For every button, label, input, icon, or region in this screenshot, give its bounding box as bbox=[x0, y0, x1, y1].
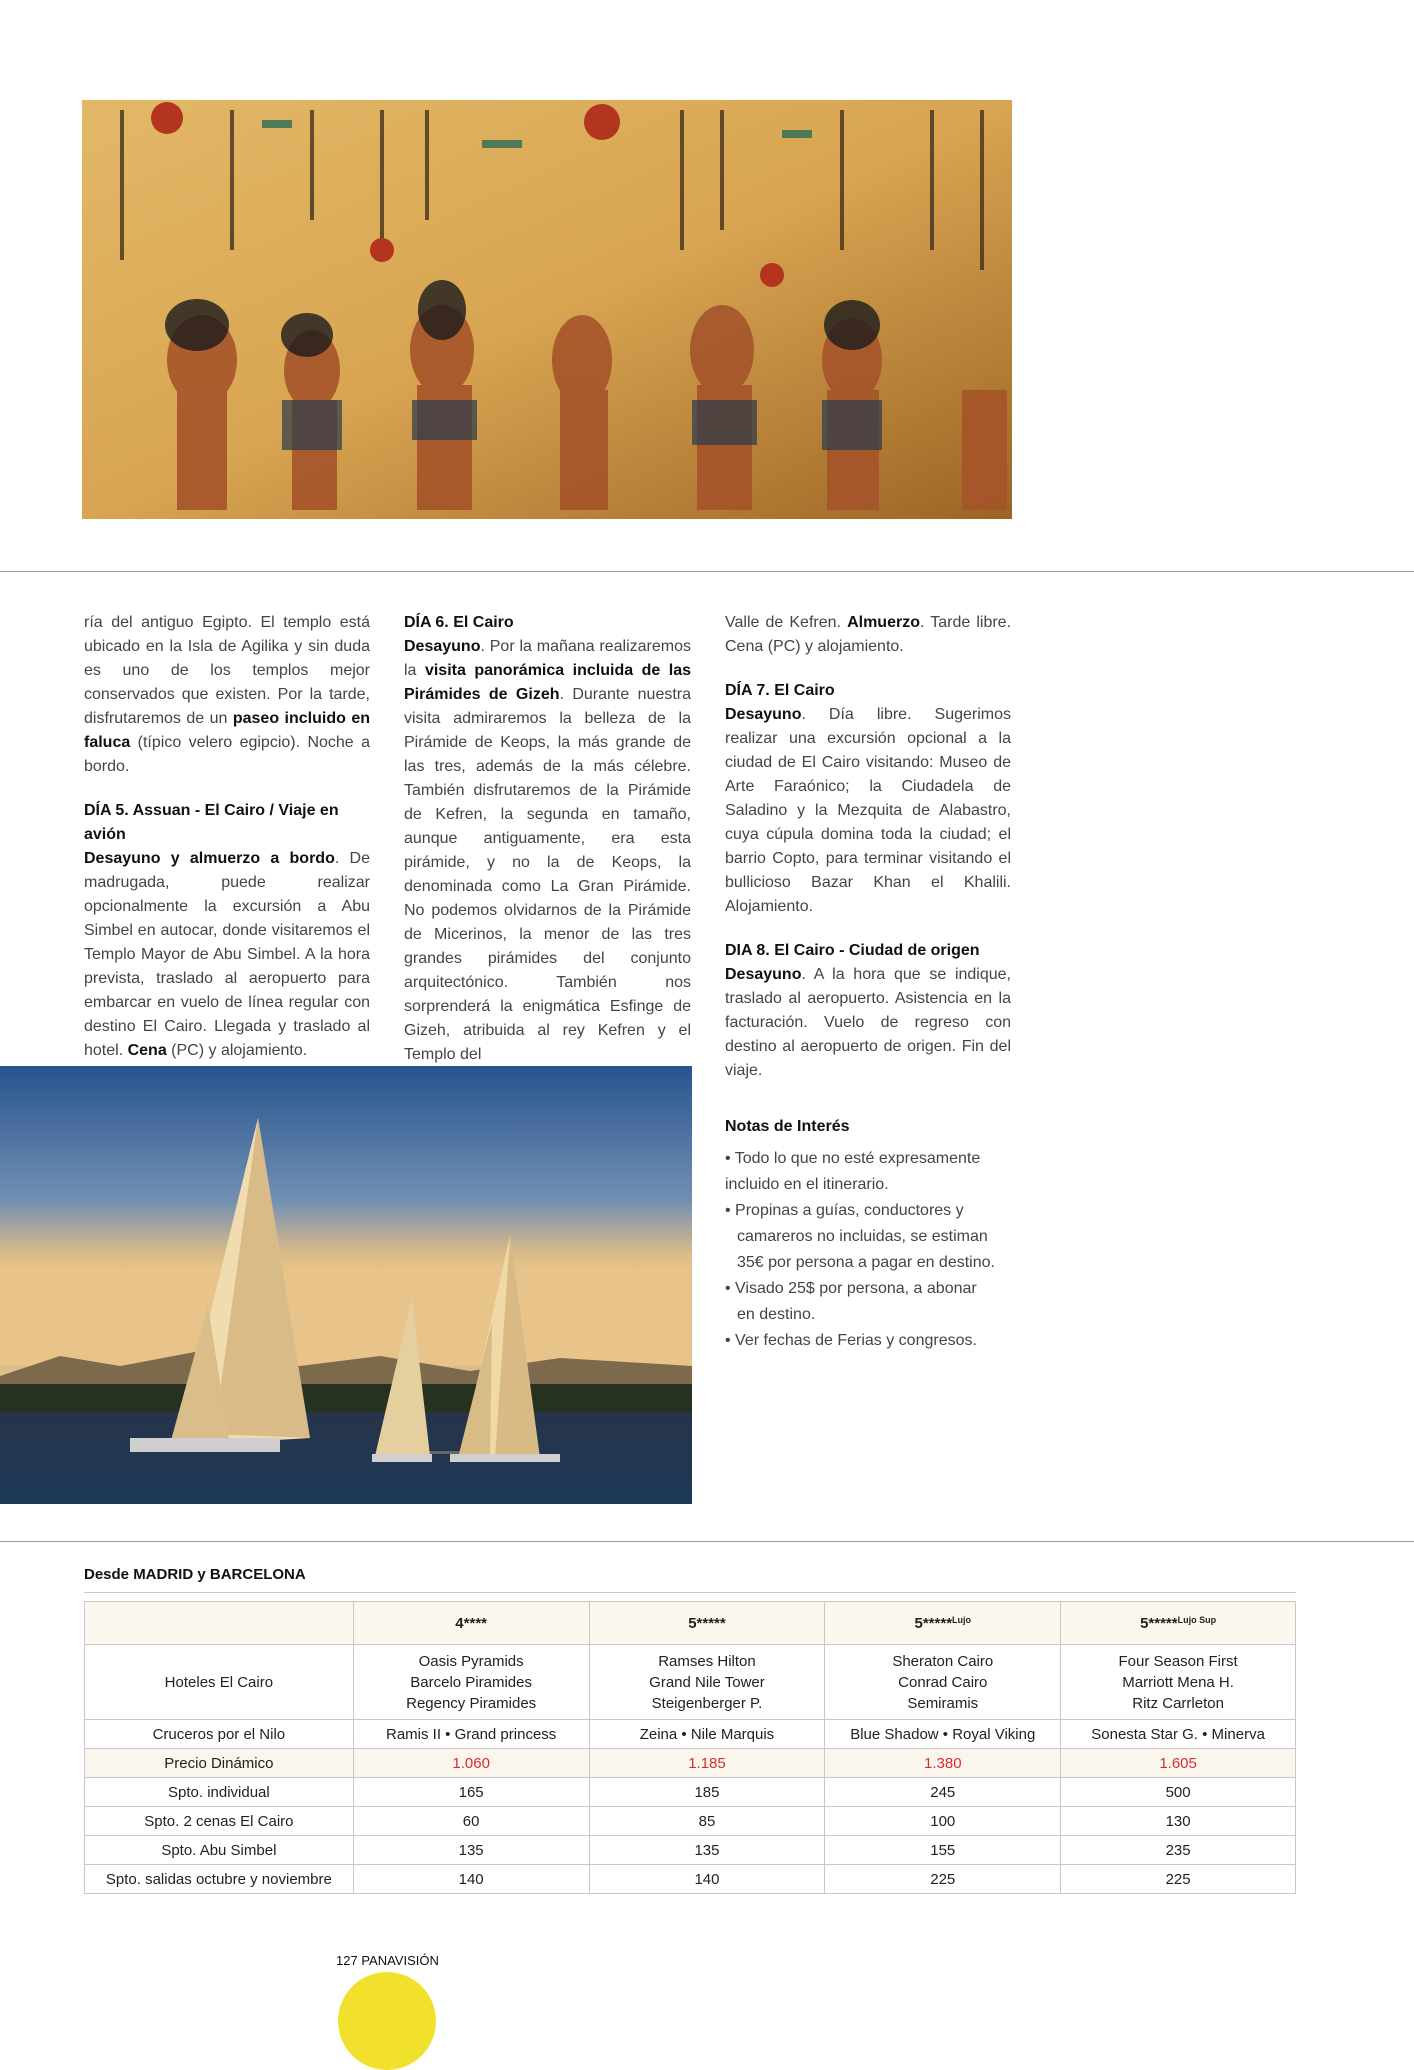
itinerary-column-1 bbox=[84, 611, 370, 1083]
table-row bbox=[85, 1778, 1296, 1807]
table-cell: Ramis II • Grand princess bbox=[353, 1720, 589, 1749]
row-label: Hoteles El Cairo bbox=[85, 1645, 354, 1720]
table-title: Desde MADRID y BARCELONA bbox=[84, 1566, 306, 1583]
table-cell: 245 bbox=[825, 1778, 1061, 1807]
table-cell: 225 bbox=[1061, 1865, 1296, 1894]
table-row bbox=[85, 1749, 1296, 1778]
day6-title: DÍA 6. El Cairo bbox=[404, 614, 514, 631]
brand-name: PANAVISIÓN bbox=[361, 1953, 439, 1968]
day8-text: Desayuno. A la hora que se indique, traslado al aeropuerto. Asistencia en la facturación. Vuelo de regreso con destino al aeropuerto de origen. Fin del viaje. bbox=[725, 966, 1011, 1079]
price-cell: 1.380 bbox=[825, 1749, 1061, 1778]
day5-title: DÍA 5. Assuan - El Cairo / Viaje en avión bbox=[84, 802, 339, 843]
table-cell: 500 bbox=[1061, 1778, 1296, 1807]
row-label: Spto. individual bbox=[85, 1778, 354, 1807]
table-cell: 235 bbox=[1061, 1836, 1296, 1865]
row-label: Spto. salidas octubre y noviembre bbox=[85, 1865, 354, 1894]
table-cell: 130 bbox=[1061, 1807, 1296, 1836]
hotel-cell: Four Season First Marriott Mena H. Ritz Carrleton bbox=[1061, 1645, 1296, 1720]
price-table bbox=[84, 1601, 1296, 1894]
notes-of-interest bbox=[725, 1118, 1025, 1354]
day5-text: Desayuno y almuerzo a bordo. De madrugada, puede realizar opcionalmente la excursión a Abu Simbel en autocar, donde visitaremos el Templo Mayor de Abu Simbel. A la hora prevista, traslado al aeropuerto para embarcar en vuelo de línea regular con destino El Cairo. Llegada y traslado al hotel. Cena (PC) y alojamiento. bbox=[84, 850, 371, 1059]
hotel-cell: Sheraton Cairo Conrad Cairo Semiramis bbox=[825, 1645, 1061, 1720]
price-cell: 1.185 bbox=[589, 1749, 825, 1778]
table-cell: 85 bbox=[589, 1807, 825, 1836]
itinerary-column-3 bbox=[725, 611, 1011, 1103]
notes-title: Notas de Interés bbox=[725, 1118, 850, 1135]
table-cell: 135 bbox=[589, 1836, 825, 1865]
table-row bbox=[85, 1720, 1296, 1749]
felucca-illustration bbox=[0, 1066, 692, 1504]
papyrus-illustration bbox=[82, 100, 1012, 519]
category-header: 5***** bbox=[589, 1602, 825, 1645]
itinerary-column-2 bbox=[404, 611, 691, 1087]
table-cell: 140 bbox=[353, 1865, 589, 1894]
table-row bbox=[85, 1865, 1296, 1894]
table-cell: 165 bbox=[353, 1778, 589, 1807]
table-cell: 100 bbox=[825, 1807, 1061, 1836]
price-cell: 1.605 bbox=[1061, 1749, 1296, 1778]
day4-continuation: ría del antiguo Egipto. El templo está ubicado en la Isla de Agilika y sin duda es uno de los templos mejor conservados que existen. Por la tarde, disfrutaremos de un paseo incluido en faluca (típico velero egipcio). Noche a bordo. bbox=[84, 614, 370, 775]
section-divider-bottom bbox=[0, 1541, 1414, 1542]
day6-text: Desayuno. Por la mañana realizaremos la visita panorámica incluida de las Pirámides de Gizeh. Durante nuestra visita admiraremos la belleza de la Pirámide de Keops, la más grande de las tres, además de la más célebre. También disfrutaremos de la Pirámide de Kefren, la segunda en tamaño, aunque antiguamente, era esta pirámide, y no la de Keops, la denominada como La Gran Pirámide. No podemos olvidarnos de la Pirámide de Micerinos, la menor de las tres grandes pirámides del conjunto arquitectónico. También nos sorprenderá la enigmática Esfinge de Gizeh, atribuida al rey Kefren y el Templo del bbox=[404, 638, 692, 1063]
table-cell: 225 bbox=[825, 1865, 1061, 1894]
table-cell: Sonesta Star G. • Minerva bbox=[1061, 1720, 1296, 1749]
note-item: • Todo lo que no esté expresamente incluido en el itinerario. bbox=[725, 1150, 981, 1193]
table-cell: 140 bbox=[589, 1865, 825, 1894]
section-divider-top bbox=[0, 571, 1414, 572]
notes-list bbox=[725, 1146, 1025, 1354]
hotel-cell: Ramses Hilton Grand Nile Tower Steigenberger P. bbox=[589, 1645, 825, 1720]
table-row bbox=[85, 1807, 1296, 1836]
page-number: 127 bbox=[336, 1953, 358, 1968]
day7-title: DÍA 7. El Cairo bbox=[725, 682, 835, 699]
yellow-circle-decoration bbox=[338, 1972, 436, 2070]
table-cell: 135 bbox=[353, 1836, 589, 1865]
table-row bbox=[85, 1836, 1296, 1865]
table-corner-cell bbox=[85, 1602, 354, 1645]
note-item: • Ver fechas de Ferias y congresos. bbox=[725, 1332, 977, 1349]
table-cell: 60 bbox=[353, 1807, 589, 1836]
row-label: Cruceros por el Nilo bbox=[85, 1720, 354, 1749]
day7-text: Desayuno. Día libre. Sugerimos realizar una excursión opcional a la ciudad de El Cairo visitando: Museo de Arte Faraónico; la Ciudadela de Saladino y la Mezquita de Alabastro, cuya cúpula domina toda la ciudad; el barrio Copto, para terminar visitando el bullicioso Bazar Khan el Khalili. Alojamiento. bbox=[725, 706, 1011, 915]
hotel-cell: Oasis Pyramids Barcelo Piramides Regency Piramides bbox=[353, 1645, 589, 1720]
nile-felucca-image bbox=[0, 1066, 692, 1504]
category-header: 5*****$^{Lujo Sup}$ bbox=[1061, 1602, 1296, 1645]
table-header-row bbox=[85, 1602, 1296, 1645]
table-cell: Blue Shadow • Royal Viking bbox=[825, 1720, 1061, 1749]
table-cell: 185 bbox=[589, 1778, 825, 1807]
row-label: Spto. 2 cenas El Cairo bbox=[85, 1807, 354, 1836]
note-item: • Propinas a guías, conductores y camareros no incluidas, se estiman 35€ por persona a pagar en destino. bbox=[725, 1202, 995, 1271]
egyptian-papyrus-image bbox=[82, 100, 1012, 519]
table-cell: 155 bbox=[825, 1836, 1061, 1865]
page-footer bbox=[336, 1953, 439, 1968]
category-header: 4**** bbox=[353, 1602, 589, 1645]
table-cell: Zeina • Nile Marquis bbox=[589, 1720, 825, 1749]
note-item: • Visado 25$ por persona, a abonar en destino. bbox=[725, 1280, 977, 1323]
row-label: Spto. Abu Simbel bbox=[85, 1836, 354, 1865]
price-cell: 1.060 bbox=[353, 1749, 589, 1778]
day6-continuation: Valle de Kefren. Almuerzo. Tarde libre. Cena (PC) y alojamiento. bbox=[725, 614, 1012, 655]
table-title-rule bbox=[84, 1592, 1296, 1593]
category-header: 5*****$^{Lujo}$ bbox=[825, 1602, 1061, 1645]
day8-title: DIA 8. El Cairo - Ciudad de origen bbox=[725, 942, 980, 959]
row-label: Precio Dinámico bbox=[85, 1749, 354, 1778]
table-row bbox=[85, 1645, 1296, 1720]
